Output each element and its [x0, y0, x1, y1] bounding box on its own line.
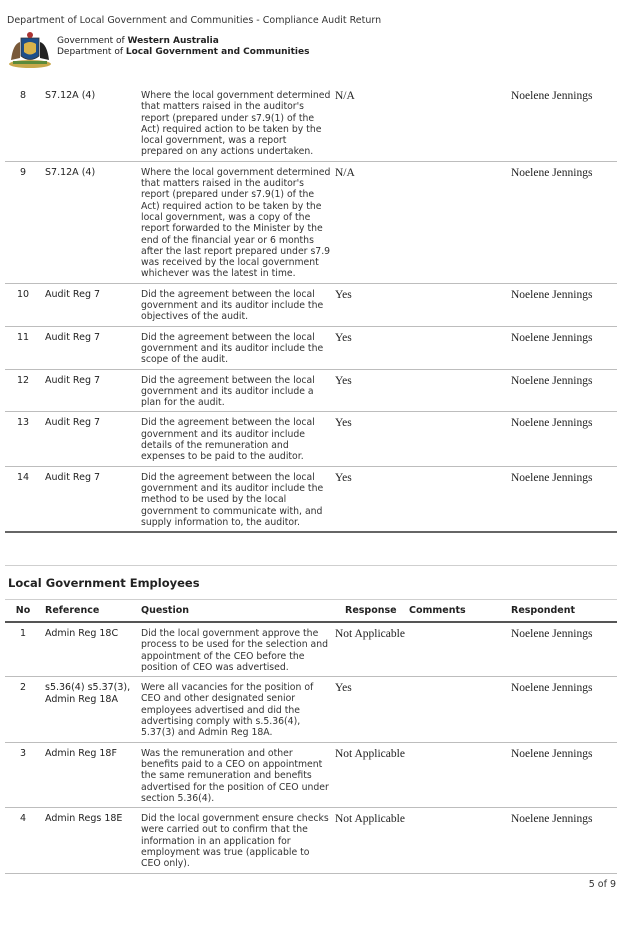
- row-reference: Admin Reg 18F: [41, 742, 141, 807]
- table-row: [5, 85, 617, 161]
- row-reference: Audit Reg 7: [41, 369, 141, 412]
- row-reference: Admin Reg 18C: [41, 622, 141, 677]
- table-row: [5, 622, 617, 677]
- row-question: Did the agreement between the local government and its auditor include the method to be used by the local government to communicate with, and supply information to, the auditor.: [141, 466, 335, 532]
- row-comments: [405, 369, 511, 412]
- row-response: Yes: [335, 412, 405, 466]
- page-number: 5 of 9: [588, 879, 616, 890]
- row-number: 13: [5, 412, 41, 466]
- row-number: 3: [5, 742, 41, 807]
- table-row: [5, 369, 617, 412]
- row-respondent: Noelene Jennings: [511, 412, 617, 466]
- column-header-question: Question: [141, 600, 335, 623]
- row-number: 11: [5, 326, 41, 369]
- row-comments: [405, 808, 511, 873]
- row-reference: S7.12A (4): [41, 85, 141, 161]
- column-header-response: Response: [335, 600, 405, 623]
- employees-table: [5, 599, 617, 874]
- row-response: Not Applicable: [335, 808, 405, 873]
- row-number: 9: [5, 161, 41, 283]
- document-title: Department of Local Government and Communities - Compliance Audit Return: [7, 15, 382, 26]
- row-comments: [405, 677, 511, 742]
- row-response: Yes: [335, 283, 405, 326]
- row-respondent: Noelene Jennings: [511, 283, 617, 326]
- row-question: Did the local government ensure checks were carried out to confirm that the information in an application for employment was true (applicable to CEO only).: [141, 808, 335, 873]
- column-header-reference: Reference: [41, 600, 141, 623]
- row-number: 10: [5, 283, 41, 326]
- page-header: [7, 30, 627, 70]
- row-reference: S7.12A (4): [41, 161, 141, 283]
- row-respondent: Noelene Jennings: [511, 622, 617, 677]
- column-header-respondent: Respondent: [511, 600, 617, 623]
- row-respondent: Noelene Jennings: [511, 742, 617, 807]
- row-reference: Audit Reg 7: [41, 283, 141, 326]
- table-row: [5, 677, 617, 742]
- row-number: 12: [5, 369, 41, 412]
- row-response: Not Applicable: [335, 742, 405, 807]
- table-header-row: [5, 600, 617, 623]
- government-name: Government of Western Australia: [57, 36, 219, 46]
- row-comments: [405, 326, 511, 369]
- table-row: [5, 466, 617, 532]
- audit-table-continued: [5, 85, 617, 533]
- row-comments: [405, 283, 511, 326]
- table-row: [5, 808, 617, 873]
- row-respondent: Noelene Jennings: [511, 466, 617, 532]
- row-number: 8: [5, 85, 41, 161]
- row-question: Did the agreement between the local government and its auditor include a plan for the audit.: [141, 369, 335, 412]
- row-question: Were all vacancies for the position of CEO and other designated senior employees advertised and did the advertising comply with s.5.36(4), 5.37(3) and Admin Reg 18A.: [141, 677, 335, 742]
- row-number: 4: [5, 808, 41, 873]
- row-question: Did the local government approve the process to be used for the selection and appointment of the CEO before the position of CEO was advertised.: [141, 622, 335, 677]
- row-response: Not Applicable: [335, 622, 405, 677]
- row-comments: [405, 412, 511, 466]
- row-question: Did the agreement between the local government and its auditor include details of the remuneration and expenses to be paid to the auditor.: [141, 412, 335, 466]
- row-respondent: Noelene Jennings: [511, 677, 617, 742]
- row-reference: Audit Reg 7: [41, 412, 141, 466]
- row-comments: [405, 85, 511, 161]
- department-name: Department of Local Government and Communities: [57, 47, 310, 57]
- column-header-no: No: [5, 600, 41, 623]
- row-response: Yes: [335, 369, 405, 412]
- row-comments: [405, 466, 511, 532]
- row-respondent: Noelene Jennings: [511, 326, 617, 369]
- row-respondent: Noelene Jennings: [511, 369, 617, 412]
- row-response: N/A: [335, 85, 405, 161]
- row-question: Did the agreement between the local government and its auditor include the scope of the audit.: [141, 326, 335, 369]
- row-respondent: Noelene Jennings: [511, 85, 617, 161]
- row-question: Where the local government determined that matters raised in the auditor's report (prepared under s7.9(1) of the Act) required action to be taken by the local government, was a report prepared on any actions undertaken.: [141, 85, 335, 161]
- table-row: [5, 326, 617, 369]
- row-comments: [405, 742, 511, 807]
- row-reference: Audit Reg 7: [41, 466, 141, 532]
- row-number: 1: [5, 622, 41, 677]
- row-respondent: Noelene Jennings: [511, 161, 617, 283]
- section-divider: [5, 565, 617, 566]
- row-question: Was the remuneration and other benefits paid to a CEO on appointment the same remuneration and benefits advertised for the position of CEO under section 5.36(4).: [141, 742, 335, 807]
- row-question: Did the agreement between the local government and its auditor include the objectives of the audit.: [141, 283, 335, 326]
- row-respondent: Noelene Jennings: [511, 808, 617, 873]
- coat-of-arms-icon: [7, 30, 53, 70]
- section-title: Local Government Employees: [8, 576, 200, 590]
- row-question: Where the local government determined that matters raised in the auditor's report (prepared under s7.9(1) of the Act) required action to be taken by the local government, was a copy of the report forwarded to the Minister by the end of the financial year or 6 months after the last report prepared under s7.9 was received by the local government whichever was the latest in time.: [141, 161, 335, 283]
- table-row: [5, 742, 617, 807]
- row-reference: s5.36(4) s5.37(3), Admin Reg 18A: [41, 677, 141, 742]
- row-comments: [405, 161, 511, 283]
- row-number: 2: [5, 677, 41, 742]
- table-row: [5, 283, 617, 326]
- row-comments: [405, 622, 511, 677]
- row-reference: Audit Reg 7: [41, 326, 141, 369]
- row-number: 14: [5, 466, 41, 532]
- row-response: Yes: [335, 326, 405, 369]
- row-response: Yes: [335, 466, 405, 532]
- table-row: [5, 161, 617, 283]
- table-row: [5, 412, 617, 466]
- row-reference: Admin Regs 18E: [41, 808, 141, 873]
- column-header-comments: Comments: [405, 600, 511, 623]
- row-response: Yes: [335, 677, 405, 742]
- row-response: N/A: [335, 161, 405, 283]
